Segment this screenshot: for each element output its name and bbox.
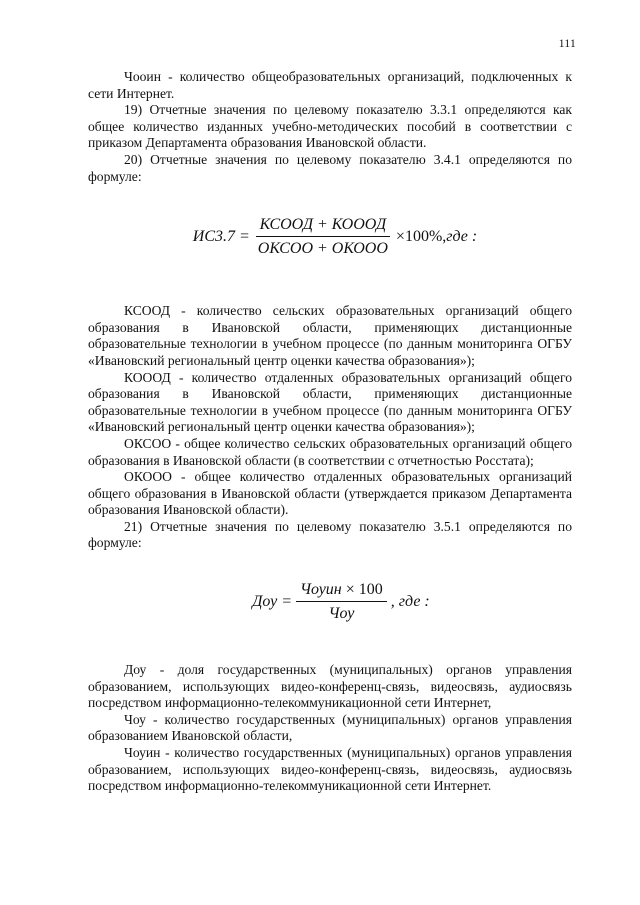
paragraph-chooin-definition: Чооин - количество общеобразовательных организаций, подключенных к сети Интернет. <box>88 69 572 101</box>
paragraph-ksood-definition: КСООД - количество сельских образовательных организаций общего образования в Ивановской области, применяющих дистанционные образовательные технологии в учебном процессе (по данным мониторинга ОГБУ «Ивановский региональный центр оценки качества образования»); <box>88 303 572 368</box>
formula-is37-percent: 100%, <box>404 228 447 246</box>
formula-is37-where: где : <box>446 228 478 246</box>
formula-dou-numerator-var: Чоуин <box>300 581 342 599</box>
paragraph-oksoo-definition: ОКСОО - общее количество сельских образовательных организаций общего образования в Ивановской области (в соответствии с отчетностью Росстата); <box>88 435 572 468</box>
formula-dou <box>88 572 572 632</box>
formula-is37 <box>88 207 572 267</box>
formula-dou-fraction <box>296 582 387 622</box>
formula-dou-numerator-times: × <box>341 581 359 599</box>
paragraph-item-20: 20) Отчетные значения по целевому показателю 3.4.1 определяются по формуле: <box>88 151 572 184</box>
formula-dou-lhs: Доу = <box>252 593 292 611</box>
paragraph-okooo-definition: ОКООО - общее количество отдаленных образовательных организаций общего образования в Ивановской области (утверждается приказом Департамента образования Ивановской области). <box>88 469 572 518</box>
page-number: 111 <box>558 38 576 50</box>
formula-is37-lhs: ИС3.7 = <box>192 228 250 246</box>
document-body <box>88 69 572 795</box>
formula-dou-numerator <box>296 582 387 602</box>
paragraph-dou-definition: Доу - доля государственных (муниципальных) органов управления образованием, использующих видео-конференц-связь, видеосвязь, аудиосвязь посредством информационно-телекоммуникационной сети Интернет, <box>88 662 572 711</box>
formula-is37-fraction <box>254 217 392 257</box>
paragraph-chouin-definition: Чоуин - количество государственных (муниципальных) органов управления образованием, использующих видео-конференц-связь, видеосвязь, аудиосвязь посредством информационно-телекоммуникационной сети Интернет. <box>88 745 572 794</box>
formula-is37-denominator: ОКСОО + ОКООО <box>257 240 388 258</box>
formula-dou-where: , где : <box>390 593 430 611</box>
formula-is37-numerator: КСООД + КОООД <box>256 217 391 237</box>
paragraph-item-21: 21) Отчетные значения по целевому показателю 3.5.1 определяются по формуле: <box>88 518 572 551</box>
paragraph-koood-definition: КОООД - количество отдаленных образовательных организаций общего образования в Ивановской области, применяющих дистанционные образовательные технологии в учебном процессе (по данным мониторинга ОГБУ «Ивановский региональный центр оценки качества образования»); <box>88 369 572 435</box>
formula-dou-denominator: Чоу <box>328 605 355 623</box>
formula-is37-times: × <box>395 228 405 246</box>
paragraph-item-19: 19) Отчетные значения по целевому показателю 3.3.1 определяются как общее количество изданных учебно-методических пособий в соответствии с приказом Департамента образования Ивановской области. <box>88 102 572 151</box>
formula-dou-numerator-value: 100 <box>358 581 383 599</box>
paragraph-chou-definition: Чоу - количество государственных (муниципальных) органов управления образованием Ивановской области, <box>88 711 572 744</box>
